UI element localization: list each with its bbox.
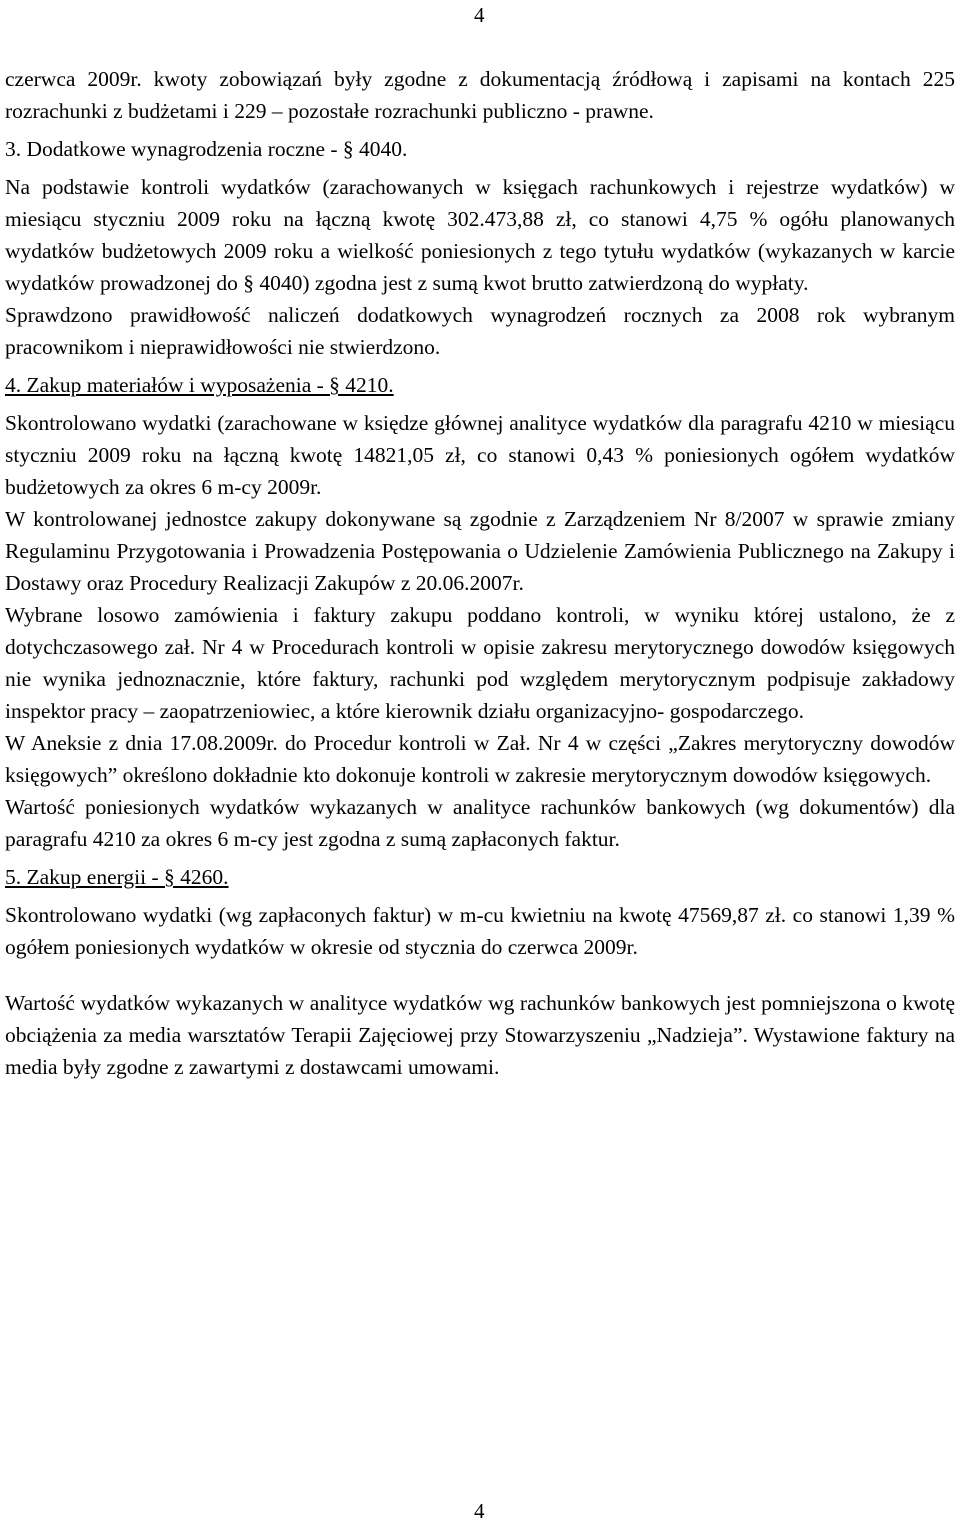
section-3-heading: 3. Dodatkowe wynagrodzenia roczne - § 4040. bbox=[5, 137, 408, 161]
section-4-paragraph-1: Skontrolowano wydatki (zarachowane w księdze głównej analityce wydatków dla paragrafu 4210 w miesiącu styczniu 2009 roku na łączną kwotę 14821,05 zł, co stanowi 0,43 % poniesionych ogółem wydatków budżetowych za okres 6 m-cy 2009r. bbox=[5, 411, 955, 499]
section-3-paragraph-1: Na podstawie kontroli wydatków (zarachowanych w księgach rachunkowych i rejestrze wydatków) w miesiącu styczniu 2009 roku na łączną kwotę 302.473,88 zł, co stanowi 4,75 % ogółu planowanych wydatków budżetowych 2009 roku a wielkość poniesionych z tego tytułu wydatków (wykazanych w karcie wydatków prowadzonej do § 4040) zgodna jest z sumą kwot brutto zatwierdzoną do wypłaty. bbox=[5, 175, 955, 295]
section-4-paragraph-3: Wybrane losowo zamówienia i faktury zakupu poddano kontroli, w wyniku której ustalono, że z dotychczasowego zał. Nr 4 w Procedurach kontroli w opisie zakresu merytorycznego dowodów księgowych nie wynika jednoznacznie, które faktury, rachunki pod względem merytorycznym podpisuje zakładowy inspektor pracy – zaopatrzeniowiec, a które kierownik działu organizacyjno- gospodarczego. bbox=[5, 603, 955, 723]
section-4-heading: 4. Zakup materiałów i wyposażenia - § 4210. bbox=[5, 373, 394, 397]
document-body bbox=[5, 63, 955, 1083]
section-5-paragraph-1: Skontrolowano wydatki (wg zapłaconych faktur) w m-cu kwietniu na kwotę 47569,87 zł. co stanowi 1,39 % ogółem poniesionych wydatków w okresie od stycznia do czerwca 2009r. bbox=[5, 903, 955, 959]
section-3-paragraph-2: Sprawdzono prawidłowość naliczeń dodatkowych wynagrodzeń rocznych za 2008 rok wybranym pracownikom i nieprawidłowości nie stwierdzono. bbox=[5, 303, 955, 359]
page-number-top: 4 bbox=[474, 3, 485, 27]
section-5-paragraph-2: Wartość wydatków wykazanych w analityce wydatków wg rachunków bankowych jest pomniejszona o kwotę obciążenia za media warsztatów Terapii Zajęciowej przy Stowarzyszeniu „Nadzieja”. Wystawione faktury na media były zgodne z zawartymi z dostawcami umowami. bbox=[5, 991, 955, 1079]
page-number-bottom: 4 bbox=[474, 1499, 485, 1523]
section-5-heading: 5. Zakup energii - § 4260. bbox=[5, 865, 229, 889]
intro-paragraph: czerwca 2009r. kwoty zobowiązań były zgodne z dokumentacją źródłową i zapisami na kontach 225 rozrachunki z budżetami i 229 – pozostałe rozrachunki publiczno - prawne. bbox=[5, 67, 955, 123]
section-4-paragraph-5: Wartość poniesionych wydatków wykazanych w analityce rachunków bankowych (wg dokumentów) dla paragrafu 4210 za okres 6 m-cy jest zgodna z sumą zapłaconych faktur. bbox=[5, 795, 955, 851]
section-4-paragraph-4: W Aneksie z dnia 17.08.2009r. do Procedur kontroli w Zał. Nr 4 w części „Zakres merytoryczny dowodów księgowych” określono dokładnie kto dokonuje kontroli w zakresie merytorycznym dowodów księgowych. bbox=[5, 731, 955, 787]
section-4-paragraph-2: W kontrolowanej jednostce zakupy dokonywane są zgodnie z Zarządzeniem Nr 8/2007 w sprawie zmiany Regulaminu Przygotowania i Prowadzenia Postępowania o Udzielenie Zamówienia Publicznego na Zakupy i Dostawy oraz Procedury Realizacji Zakupów z 20.06.2007r. bbox=[5, 507, 955, 595]
